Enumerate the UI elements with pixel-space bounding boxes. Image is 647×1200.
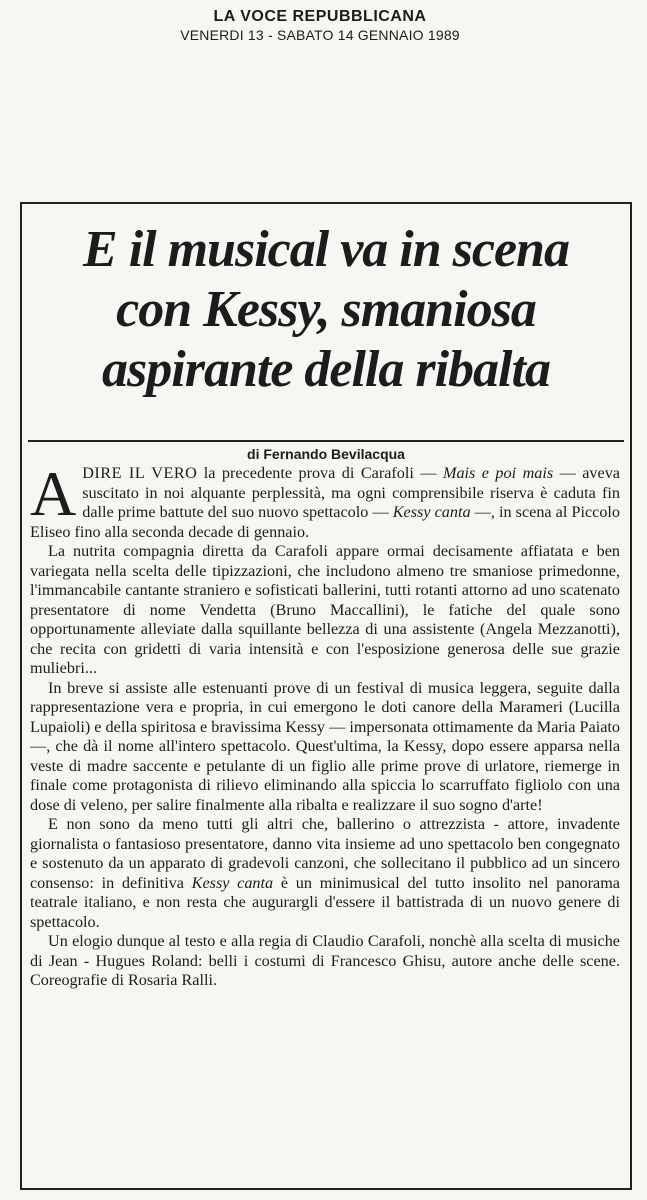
newspaper-name: LA VOCE REPUBBLICANA	[213, 8, 427, 25]
headline-line: E il musical va in scena	[83, 221, 569, 278]
headline-line: aspirante della ribalta	[102, 341, 550, 398]
text-run: — aveva suscitato in noi alquante perplessità, ma ogni comprensibile riserva è caduta fin dalle prime battute del suo nuovo spettacolo —	[82, 464, 620, 521]
byline: di Fernando Bevilacqua	[28, 440, 624, 462]
masthead	[140, 8, 500, 43]
paragraph: In breve si assiste alle estenuanti prove di un festival di musica leggera, seguite dalla rappresentazione vera e propria, in cui emergono le doti canore della Marameri (Lucilla Lupaioli) e della spiritosa e bravissima Kessy — impersonata ottimamente da Maria Paiato —, che dà il nome all'intero spettacolo. Quest'ultima, la Kessy, dopo essere apparsa nella veste di madre saccente e petulante di un figlio alle prime prove di urlatore, riemerge in finale come protagonista di rilievo eliminando alla spiccia lo scarruffato figliolo con una dose di veleno, per salire finalmente alla ribalta e realizzare il suo sogno d'arte!	[30, 678, 620, 814]
italic-title: Kessy canta	[392, 503, 471, 521]
text-run: è un minimusical del tutto insolito nel panorama teatrale italiano, e non resta che augurargli d'essere il battistrada di un nuovo genere di spettacolo.	[30, 873, 620, 931]
article-body	[30, 464, 620, 1184]
text-run: E non sono da meno tutti gli altri che, ballerino o attrezzista - attore, invadente giornalista o fantasioso presentatore, danno vita insieme ad uno spettacolo ben congegnato e sostenuto da un apparato di gradevoli canzoni, che sollecitano il pubblico ad un sincero consenso: in definitiva	[30, 815, 620, 892]
issue-date: VENERDI 13 - SABATO 14 GENNAIO 1989	[180, 27, 460, 43]
drop-cap: A	[30, 464, 77, 529]
paragraph: La nutrita compagnia diretta da Carafoli appare ormai decisamente affiatata e ben variegata nella scelta delle tipizzazioni, che includono almeno tre smaniose primedonne, l'immancabile cantante straniero e sofisticati ballerini, tutti rotanti attorno ad uno scatenato presentatore di nome Vendetta (Bruno Maccallini), le fatiche del quale sono opportunamente alleviate dalla squillante bellezza di una assistente (Angela Mezzanotti), che recita con gridetti di varia intensità e con l'esposizione generosa delle sue grazie muliebri...	[30, 542, 620, 677]
italic-title: Mais e poi mais	[442, 464, 554, 482]
article-headline	[24, 220, 628, 400]
headline-line: con Kessy, smaniosa	[116, 281, 536, 338]
lead-in: DIRE IL VERO	[82, 464, 198, 482]
paragraph	[30, 464, 620, 542]
paragraph	[30, 815, 620, 932]
paragraph: Un elogio dunque al testo e alla regia di Claudio Carafoli, nonchè alla scelta di musiche di Jean - Hugues Roland: belli i costumi di Francesco Ghisu, autore anche delle scene. Coreografie di Rosaria Ralli.	[30, 932, 620, 989]
italic-title: Kessy canta	[191, 873, 274, 892]
text-run: —, in scena al Piccolo Eliseo fino alla seconda decade di gennaio.	[30, 503, 620, 541]
text-run: la precedente prova di Carafoli —	[197, 464, 443, 482]
